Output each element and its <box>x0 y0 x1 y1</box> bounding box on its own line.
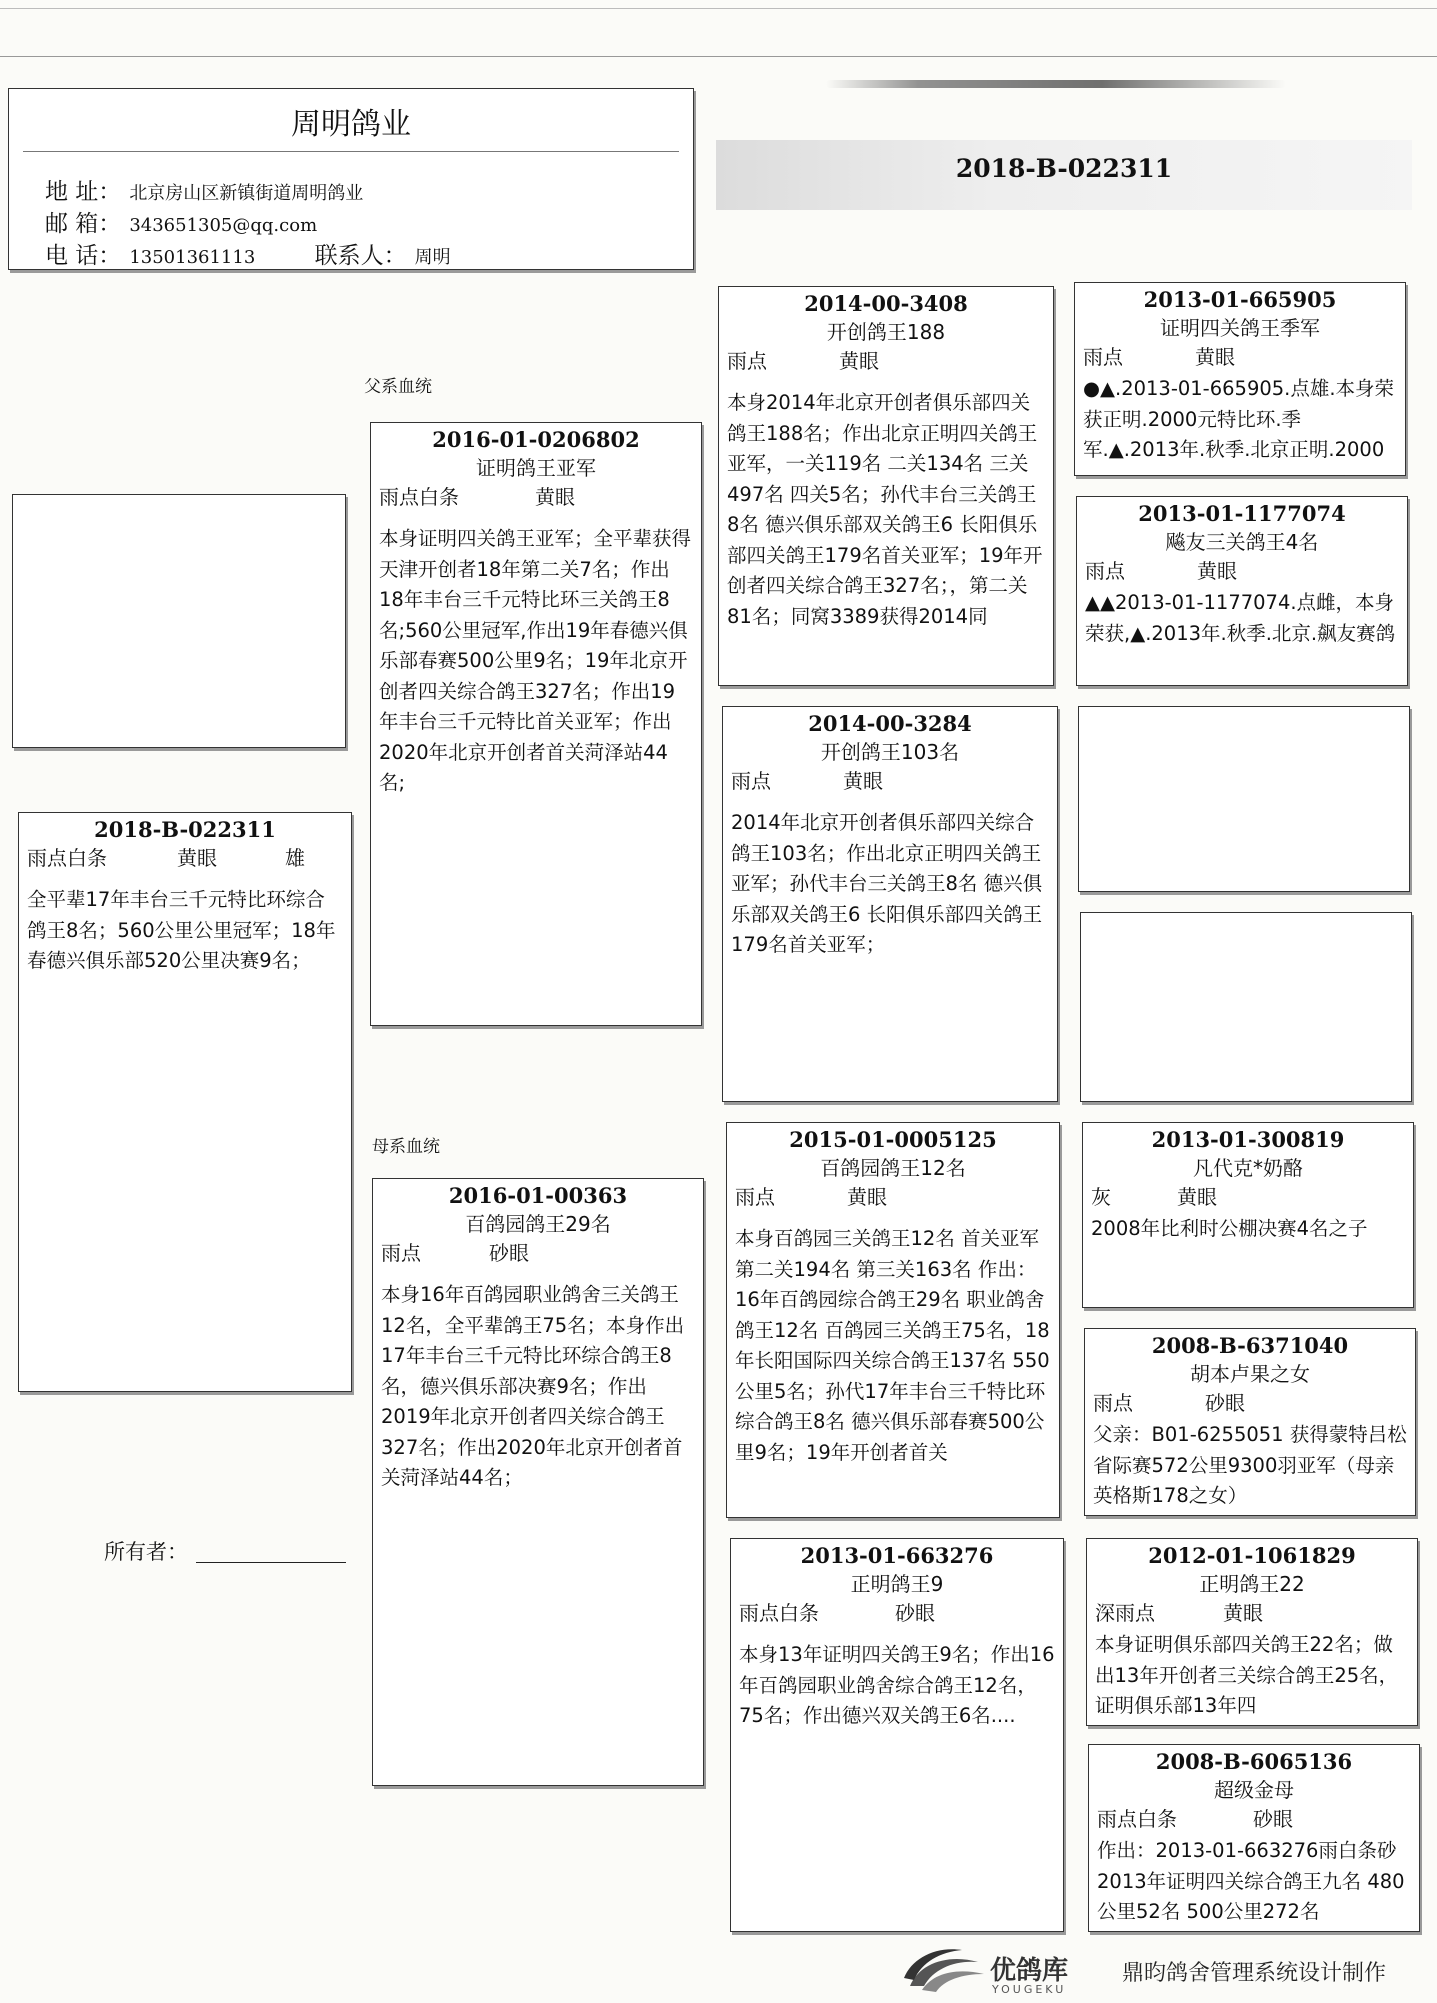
attributes-row <box>739 1599 1055 1628</box>
pigeon-card-dam-dam <box>730 1538 1064 1932</box>
feather-color: 雨点 <box>727 349 767 373</box>
yougeku-logo-icon <box>900 1942 990 1996</box>
attributes-row <box>27 844 343 873</box>
ring-number: 2014-00-3284 <box>808 711 972 736</box>
header-divider <box>23 151 679 152</box>
ring-number: 2012-01-1061829 <box>1148 1543 1356 1568</box>
pigeon-card-dam-sire <box>726 1122 1060 1518</box>
ring-number: 2013-01-665905 <box>1143 287 1337 312</box>
attributes-row <box>1085 557 1399 586</box>
sex: 雄 <box>285 846 305 870</box>
pigeon-card-sire-dam <box>722 706 1058 1102</box>
description: 本身百鸽园三关鸽王12名 首关亚军 第二关194名 第三关163名 作出：16年百鸽园综合鸽王29名 职业鸽舍鸽王12名 百鸽园三关鸽王75名，18年长阳国际四关综合鸽王137名 550公里5名；孙代17年丰台三千特比环综合鸽王8名 德兴俱乐部春赛500公里9名；19年开创者首关 <box>735 1227 1050 1464</box>
ring-number: 2013-01-1177074 <box>1138 501 1346 526</box>
description: 本身13年证明四关鸽王9名；作出16年百鸽园职业鸽舍综合鸽王12名，75名；作出德兴双关鸽王6名.... <box>739 1643 1055 1727</box>
email-row <box>45 205 317 238</box>
eye-type: 黄眼 <box>177 846 217 870</box>
description: 本身2014年北京开创者俱乐部四关鸽王188名；作出北京正明四关鸽王亚军，一关119名 二关134名 三关497名 四关5名；孙代丰台三关鸽王8名 德兴俱乐部双关鸽王6 长阳俱乐部四关鸽王179名首关亚军；19年开创者四关综合鸽王327名；，第二关81名；同窝3389获得2014同 <box>727 391 1043 628</box>
card-title: 正明鸽王9 <box>850 1572 944 1596</box>
ring-number: 2016-01-0206802 <box>432 427 640 452</box>
eye-type: 黄眼 <box>1195 345 1235 369</box>
pigeon-card-self <box>18 812 352 1392</box>
feather-color: 雨点 <box>1085 559 1125 583</box>
email-value: 343651305@qq.com <box>129 215 318 236</box>
card-title: 凡代克*奶酪 <box>1193 1156 1303 1180</box>
pigeon-card-sire-sire <box>718 286 1054 686</box>
feather-color: 雨点 <box>1083 345 1123 369</box>
footer-brand: 优鸽库 <box>990 1956 1069 1986</box>
attributes-row <box>735 1183 1051 1212</box>
eye-type: 黄眼 <box>843 769 883 793</box>
pigeon-card-dam <box>372 1178 704 1786</box>
scan-edge-line <box>0 8 1437 9</box>
eye-type: 砂眼 <box>895 1601 935 1625</box>
attributes-row <box>1095 1599 1409 1628</box>
eye-type: 黄眼 <box>1223 1601 1263 1625</box>
address-label: 地 址： <box>45 179 122 205</box>
ring-number: 2016-01-00363 <box>448 1183 628 1208</box>
pigeon-card-dds <box>1086 1538 1418 1726</box>
attributes-row <box>1083 343 1397 372</box>
description: 父亲：B01-6255051 获得蒙特吕松省际赛572公里9300羽亚军（母亲英格斯178之女） <box>1093 1423 1407 1507</box>
address-row <box>45 173 363 206</box>
ring-number: 2013-01-663276 <box>800 1543 994 1568</box>
ring-number: 2013-01-300819 <box>1151 1127 1345 1152</box>
phone-value: 13501361113 <box>129 247 256 268</box>
eye-type: 黄眼 <box>1197 559 1237 583</box>
description: 本身16年百鸽园职业鸽舍三关鸽王12名，全平辈鸽王75名；本身作出17年丰台三千元特比环综合鸽王8名，德兴俱乐部决赛9名；作出2019年北京开创者四关综合鸽王327名；作出2020年北京开创者首关菏泽站44名； <box>381 1283 685 1489</box>
eye-type: 黄眼 <box>1177 1185 1217 1209</box>
attributes-row <box>1091 1183 1405 1212</box>
contact-value: 周明 <box>414 247 451 268</box>
ring-number: 2008-B-6371040 <box>1151 1333 1349 1358</box>
pigeon-card-ddd <box>1088 1744 1420 1932</box>
attributes-row <box>1097 1805 1411 1834</box>
feather-color: 雨点白条 <box>27 846 107 870</box>
attributes-row <box>1093 1389 1407 1418</box>
email-label: 邮 箱： <box>45 211 122 237</box>
owner-label: 所有者： <box>104 1540 188 1564</box>
footer-credit: 鼎昀鸽舍管理系统设计制作 <box>1122 1961 1387 1986</box>
description: 本身证明俱乐部四关鸽王22名；做出13年开创者三关综合鸽王25名，证明俱乐部13年四 <box>1095 1633 1399 1717</box>
description: 2008年比利时公棚决赛4名之子 <box>1091 1217 1368 1240</box>
ring-number: 2015-01-0005125 <box>789 1127 997 1152</box>
attributes-row <box>727 347 1045 376</box>
feather-color: 雨点白条 <box>1097 1807 1177 1831</box>
card-title: 超级金母 <box>1214 1778 1294 1802</box>
description: 作出：2013-01-663276雨白条砂 2013年证明四关综合鸽王九名 480公里52名 500公里272名 <box>1097 1839 1405 1923</box>
description: ▲▲2013-01-1177074.点雌，本身荣获,▲.2013年.秋季.北京.飙友赛鸽 <box>1085 591 1396 645</box>
card-title: 百鸽园鸽王29名 <box>465 1212 611 1236</box>
card-title: 证明鸽王亚军 <box>476 456 596 480</box>
feather-color: 雨点白条 <box>739 1601 819 1625</box>
card-title: 飚友三关鸽王4名 <box>1165 530 1319 554</box>
feather-color: 深雨点 <box>1095 1601 1155 1625</box>
scan-top-rule <box>0 56 1437 57</box>
eye-type: 砂眼 <box>489 1241 529 1265</box>
dam-line-label: 母系血统 <box>372 1137 440 1157</box>
pigeon-photo-placeholder <box>12 494 346 748</box>
card-title: 正明鸽王22 <box>1199 1572 1305 1596</box>
feather-color: 雨点 <box>381 1241 421 1265</box>
owner-signature-line <box>196 1562 346 1563</box>
eye-type: 黄眼 <box>535 485 575 509</box>
scan-smear <box>826 80 1286 88</box>
attributes-row <box>379 483 693 512</box>
empty-pedigree-slot-2 <box>1080 912 1412 1102</box>
eye-type: 砂眼 <box>1253 1807 1293 1831</box>
eye-type: 黄眼 <box>839 349 879 373</box>
pigeon-card-sire <box>370 422 702 1026</box>
card-title: 胡本卢果之女 <box>1190 1362 1310 1386</box>
ring-number: 2014-00-3408 <box>804 291 968 316</box>
phone-row <box>45 237 451 270</box>
attributes-row <box>731 767 1049 796</box>
description: 本身证明四关鸽王亚军；全平辈获得天津开创者18年第二关7名；作出18年丰台三千元特比环三关鸽王8名;560公里冠军,作出19年春德兴俱乐部春赛500公里9名；19年北京开创者四关综合鸽王327名；作出19年丰台三千元特比首关亚军；作出2020年北京开创者首关菏泽站44名; <box>379 527 692 794</box>
ring-number: 2018-B-022311 <box>94 817 276 842</box>
feather-color: 灰 <box>1091 1185 1111 1209</box>
feather-color: 雨点 <box>731 769 771 793</box>
address-value: 北京房山区新镇街道周明鸽业 <box>129 183 364 204</box>
footer-brand-en: YOUGEKU <box>992 1983 1067 1996</box>
contact-label: 联系人： <box>314 243 407 269</box>
description: 2014年北京开创者俱乐部四关综合鸽王103名；作出北京正明四关鸽王亚军；孙代丰台三关鸽王8名 德兴俱乐部双关鸽王6 长阳俱乐部四关鸽王179名首关亚军； <box>731 811 1043 956</box>
ring-number: 2008-B-6065136 <box>1155 1749 1353 1774</box>
empty-pedigree-slot-1 <box>1078 706 1410 892</box>
pigeon-card-sss <box>1074 282 1406 476</box>
sire-line-label: 父系血统 <box>364 377 432 397</box>
description: ●▲.2013-01-665905.点雄.本身荣获正明.2000元特比环.季军.▲.2013年.秋季.北京正明.2000 <box>1083 377 1395 461</box>
card-title: 开创鸽王188 <box>826 320 946 344</box>
description: 全平辈17年丰台三千元特比环综合鸽王8名；560公里公里冠军；18年春德兴俱乐部520公里决赛9名； <box>27 888 336 972</box>
card-title: 证明四关鸽王季军 <box>1160 316 1320 340</box>
feather-color: 雨点白条 <box>379 485 459 509</box>
attributes-row <box>381 1239 695 1268</box>
pigeon-card-ssd <box>1076 496 1408 686</box>
card-title: 开创鸽王103名 <box>820 740 960 764</box>
card-title: 百鸽园鸽王12名 <box>820 1156 966 1180</box>
eye-type: 砂眼 <box>1205 1391 1245 1415</box>
loft-info-box <box>8 88 694 270</box>
pigeon-card-dss <box>1082 1122 1414 1308</box>
pigeon-card-dsd <box>1084 1328 1416 1516</box>
phone-label: 电 话： <box>45 243 122 269</box>
feather-color: 雨点 <box>735 1185 775 1209</box>
main-ring-number: 2018-B-022311 <box>955 154 1173 183</box>
loft-name: 周明鸽业 <box>291 107 411 142</box>
feather-color: 雨点 <box>1093 1391 1133 1415</box>
eye-type: 黄眼 <box>847 1185 887 1209</box>
